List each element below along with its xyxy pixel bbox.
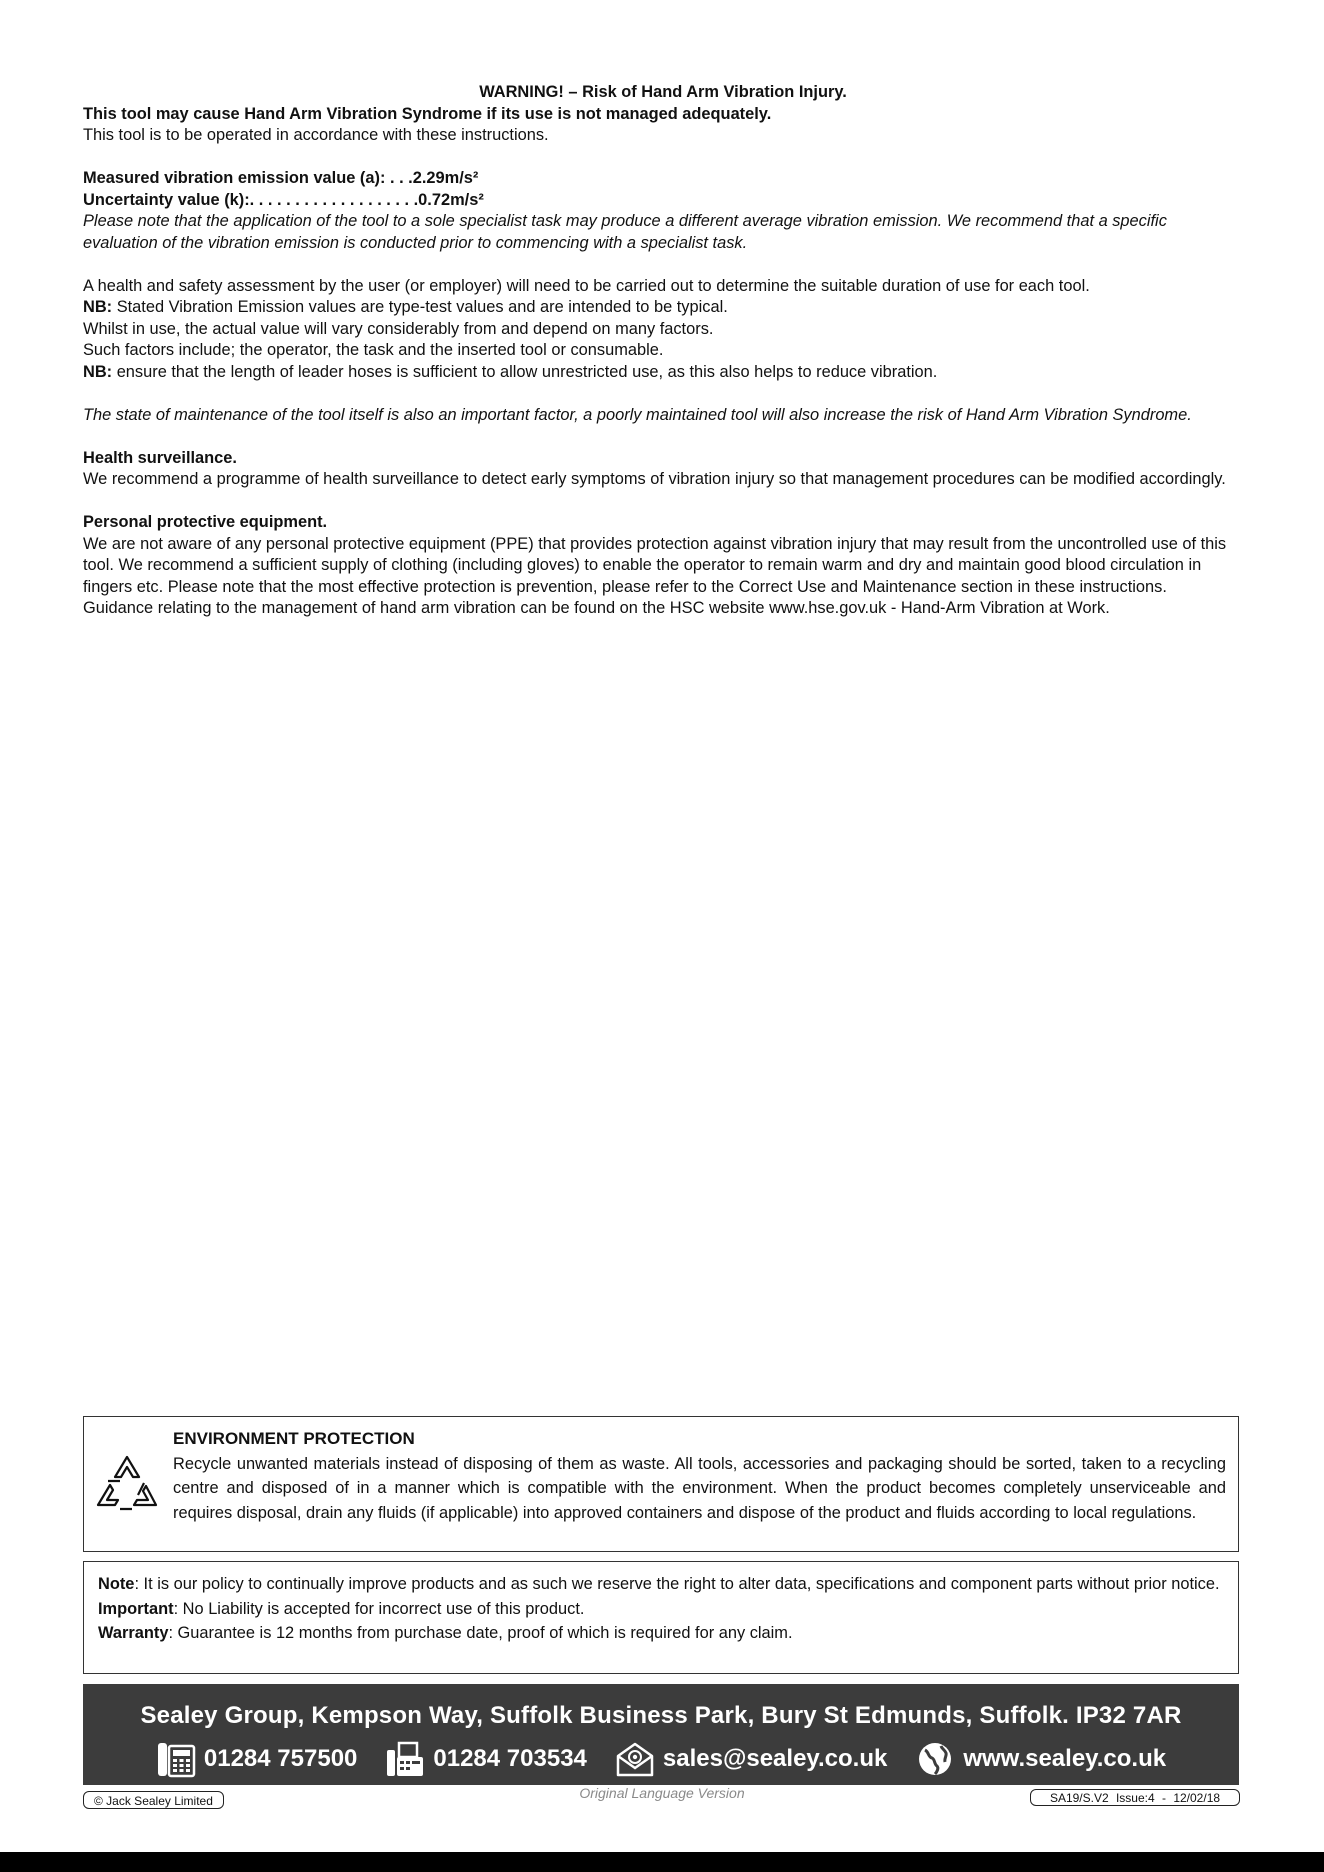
nb-label: NB: <box>83 362 113 381</box>
warning-title: WARNING! – Risk of Hand Arm Vibration Injury. <box>479 83 847 101</box>
warranty-text: : Guarantee is 12 months from purchase date, proof of which is required for any claim. <box>168 1624 793 1642</box>
fax-number: 01284 703534 <box>433 1745 587 1772</box>
nb-label: NB: <box>83 298 113 316</box>
contact-row <box>83 1740 1239 1778</box>
recycle-icon <box>94 1453 160 1519</box>
note-text: : It is our policy to continually improve products and as such we reserve the right to alter data, specifications and component parts without prior notice. <box>134 1575 1220 1593</box>
notes-text-block <box>98 1572 1226 1646</box>
fax-contact <box>385 1740 587 1778</box>
actual-value-line: Whilst in use, the actual value will vary considerably from and depend on many factors. <box>83 319 714 338</box>
specialist-task-note: Please note that the application of the tool to a sole specialist task may produce a different average vibration emission. We recommend that a specific evaluation of the vibration emission is conducted prior to commencing with a specialist task. <box>83 212 1167 252</box>
environment-text-block <box>173 1427 1226 1525</box>
maintenance-note: The state of maintenance of the tool itself is also an important factor, a poorly maintained tool will also increase the risk of Hand Arm Vibration Syndrome. <box>83 405 1192 424</box>
warranty-label: Warranty <box>98 1624 169 1642</box>
health-surveillance-heading: Health surveillance. <box>83 448 237 467</box>
website-url[interactable]: www.sealey.co.uk <box>963 1745 1167 1772</box>
original-language-label: Original Language Version <box>579 1785 745 1801</box>
phone-contact <box>156 1740 358 1778</box>
nb-type-test <box>83 297 1243 319</box>
environment-title: ENVIRONMENT PROTECTION <box>173 1429 415 1448</box>
page-bottom-edge <box>0 1852 1324 1872</box>
notes-box <box>83 1561 1239 1674</box>
health-surveillance-text: We recommend a programme of health surveillance to detect early symptoms of vibration injury so that management procedures can be modified accordingly. <box>83 470 1226 488</box>
note-label: Note <box>98 1575 135 1593</box>
note-line <box>98 1572 1226 1597</box>
phone-number: 01284 757500 <box>203 1745 358 1772</box>
ppe-guidance: Guidance relating to the management of hand arm vibration can be found on the HSC website www.hse.gov.uk - Hand-Arm Vibration at Work. <box>83 599 1110 617</box>
measured-vibration-value: Measured vibration emission value (a): . . .2.29m/s² <box>83 169 479 187</box>
nb-text: ensure that the length of leader hoses is sufficient to allow unrestricted use, as this also helps to reduce vibration. <box>112 362 938 381</box>
fax-icon <box>385 1740 425 1778</box>
important-line <box>98 1597 1226 1622</box>
telephone-icon <box>156 1740 196 1778</box>
warning-line: This tool is to be operated in accordance with these instructions. <box>83 126 549 144</box>
important-text: : No Liability is accepted for incorrect use of this product. <box>173 1599 585 1618</box>
factors-line: Such factors include; the operator, the task and the inserted tool or consumable. <box>83 341 664 359</box>
copyright-label: © Jack Sealey Limited <box>83 1791 224 1809</box>
company-footer-bar <box>83 1684 1239 1785</box>
issue-code-label: SA19/S.V2 Issue:4 - 12/02/18 <box>1030 1789 1240 1806</box>
nb-leader-hoses <box>83 362 1243 384</box>
company-address: Sealey Group, Kempson Way, Suffolk Business Park, Bury St Edmunds, Suffolk. IP32 7AR <box>140 1702 1182 1729</box>
ppe-heading: Personal protective equipment. <box>83 513 328 531</box>
environment-protection-box <box>83 1416 1239 1552</box>
important-label: Important <box>98 1599 174 1618</box>
nb-text: Stated Vibration Emission values are type-test values and are intended to be typical. <box>112 298 728 316</box>
warranty-line <box>98 1621 1226 1646</box>
globe-icon <box>915 1740 955 1778</box>
assessment-line: A health and safety assessment by the user (or employer) will need to be carried out to determine the suitable duration of use for each tool. <box>83 276 1090 295</box>
vibration-warning-section <box>83 82 1243 620</box>
ppe-text: We are not aware of any personal protective equipment (PPE) that provides protection against vibration injury that may result from the uncontrolled use of this tool. We recommend a sufficient supply of clothing (including gloves) to enable the operator to remain warm and dry and maintain good blood circulation in fingers etc. Please note that the most effective protection is prevention, please refer to the Correct Use and Maintenance section in these instructions. <box>83 534 1227 596</box>
email-icon <box>615 1740 655 1778</box>
email-contact[interactable] <box>615 1740 887 1778</box>
environment-text: Recycle unwanted materials instead of disposing of them as waste. All tools, accessories and packaging should be sorted, taken to a recycling centre and disposed of in a manner which is compatible with the environment. When the product becomes completely unserviceable and requires disposal, drain any fluids (if applicable) into approved containers and dispose of the product and fluids according to local regulations. <box>173 1454 1226 1522</box>
uncertainty-value: Uncertainty value (k):. . . . . . . . . . . . . . . . . . .0.72m/s² <box>83 190 484 209</box>
website-contact[interactable] <box>915 1740 1166 1778</box>
email-address[interactable]: sales@sealey.co.uk <box>662 1745 888 1772</box>
warning-subtitle: This tool may cause Hand Arm Vibration Syndrome if its use is not managed adequately. <box>83 104 772 123</box>
